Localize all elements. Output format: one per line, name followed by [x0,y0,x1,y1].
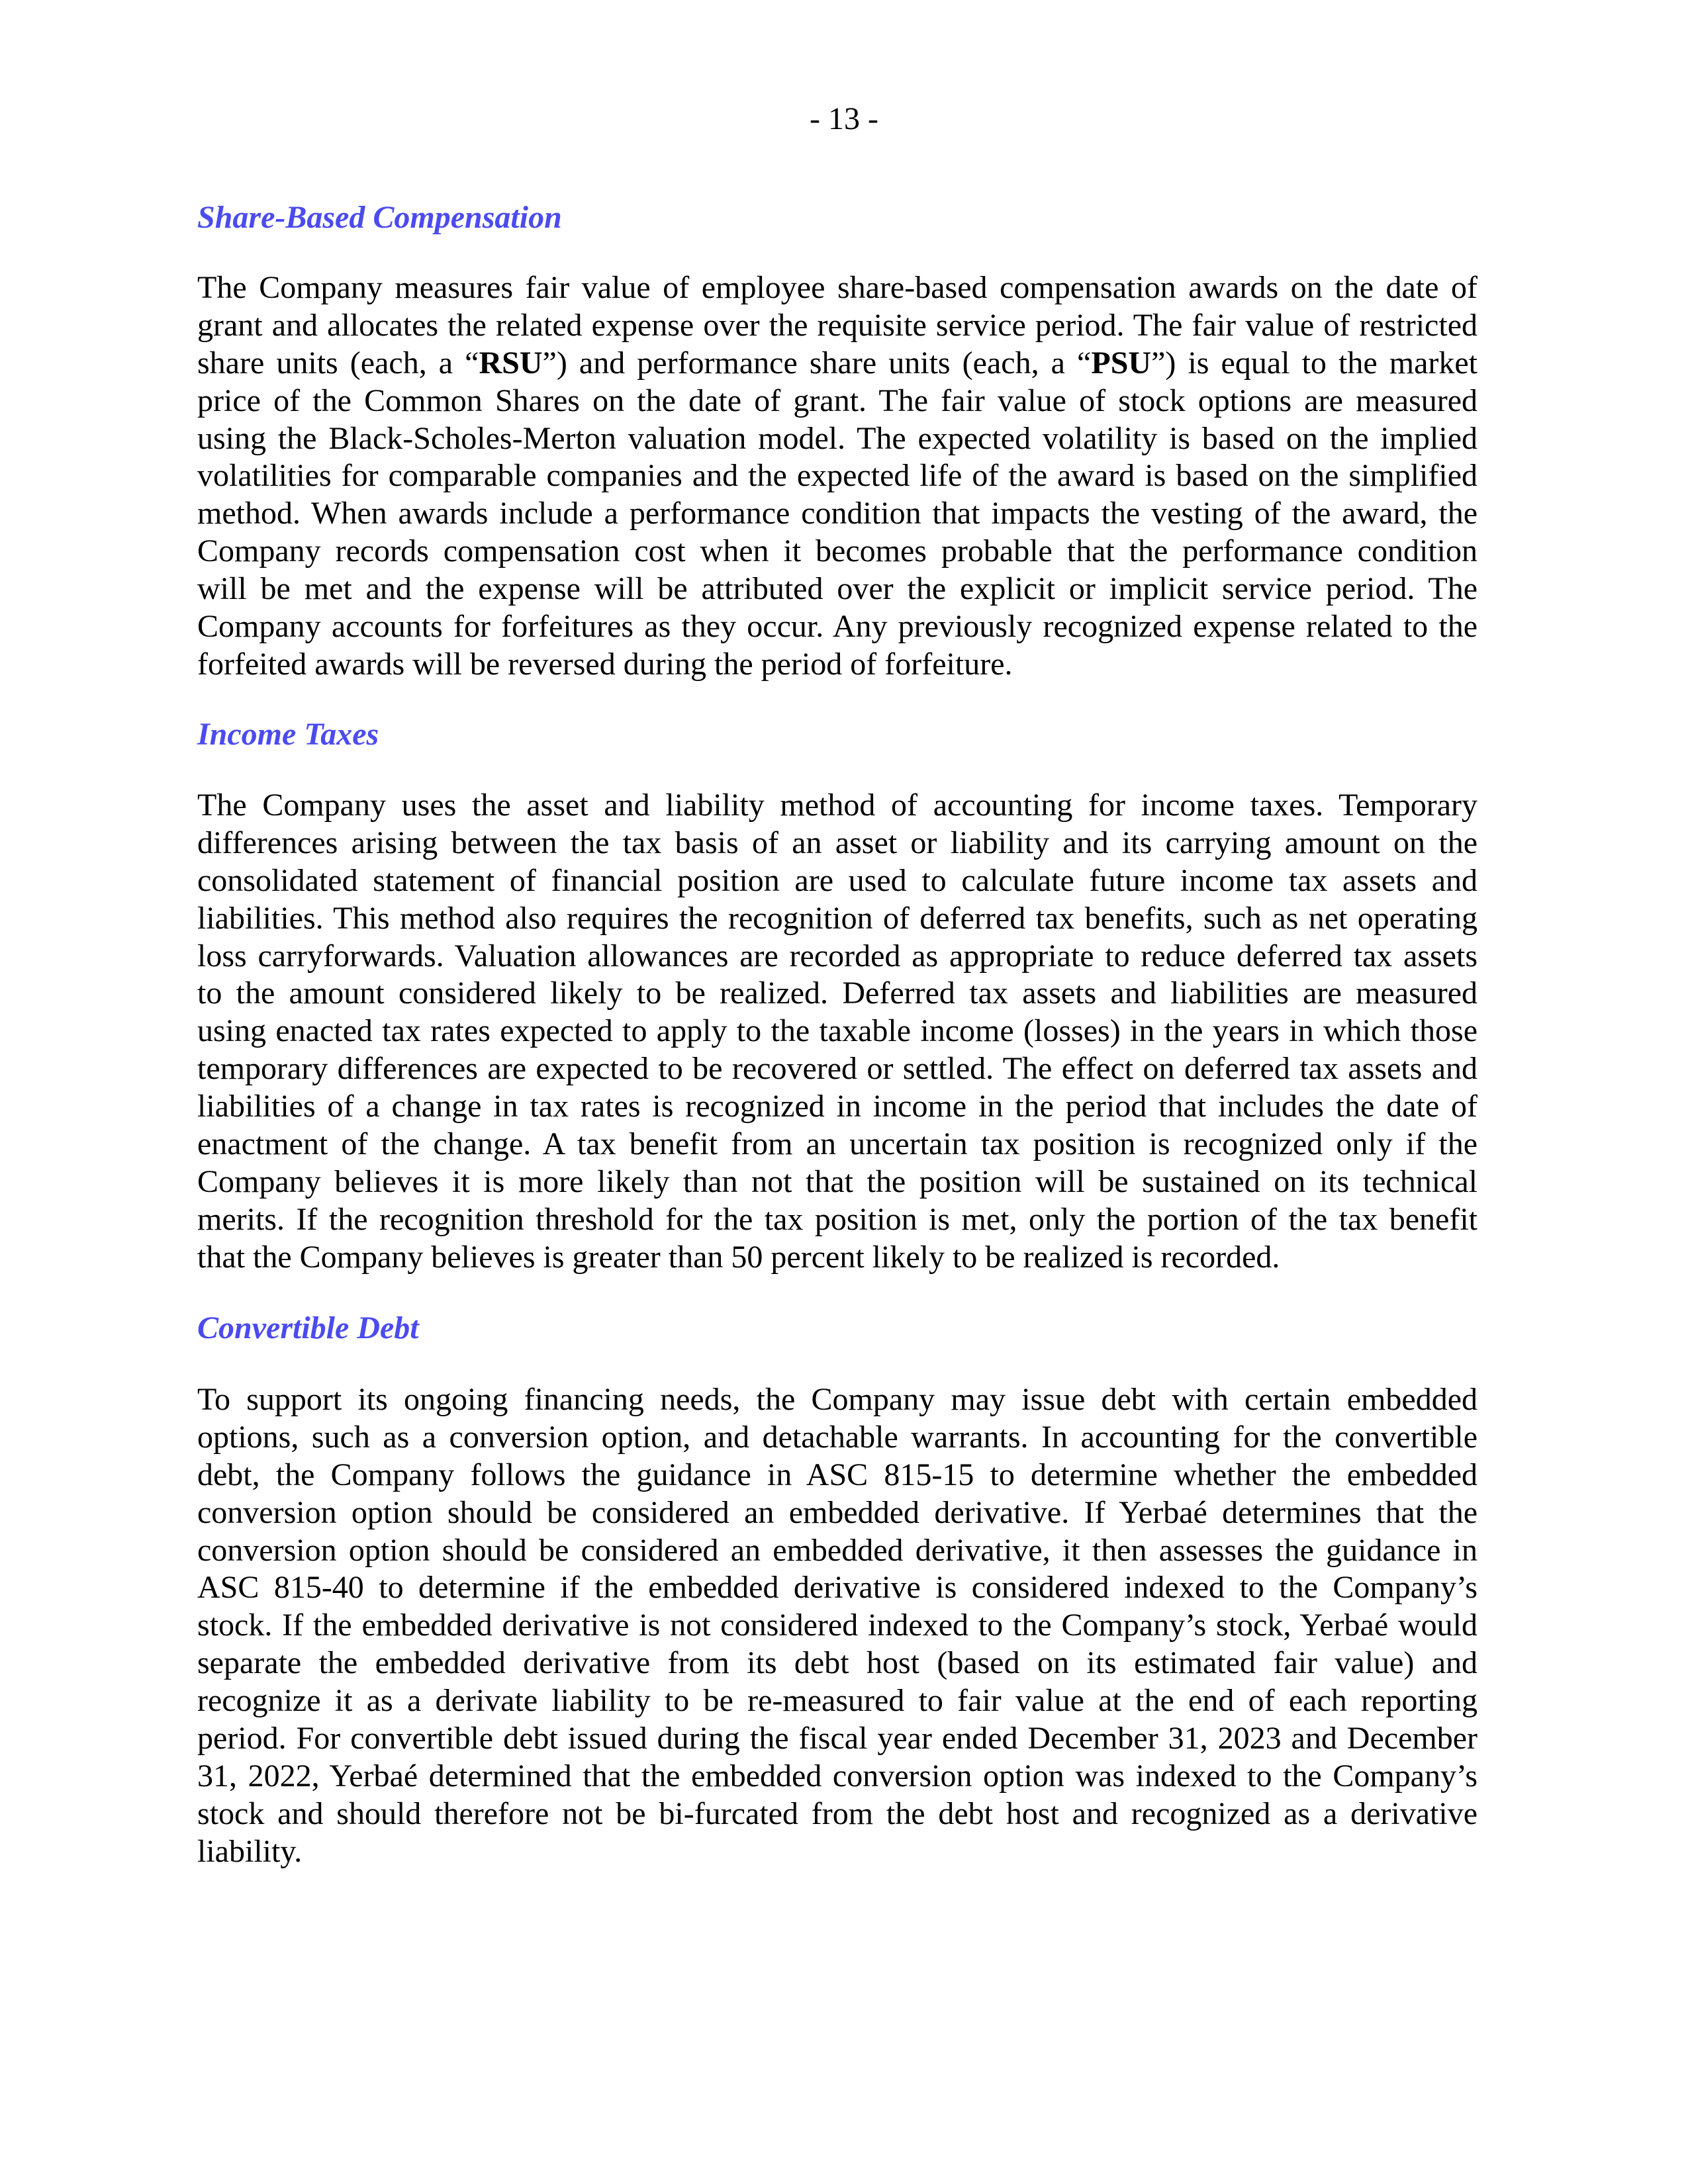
text-line: loss carryforwards. Valuation allowances are recorded as appropriate to reduce deferred tax assets [197,938,1477,974]
paragraph-income-taxes [197,787,1477,1277]
text-line: will be met and the expense will be attributed over the explicit or implicit service period. The [197,571,1477,607]
text-line: ASC 815-40 to determine if the embedded derivative is considered indexed to the Company’s [197,1570,1477,1606]
text-line: using the Black-Scholes-Merton valuation model. The expected volatility is based on the implied [197,420,1477,456]
text-line: To support its ongoing financing needs, the Company may issue debt with certain embedded [197,1382,1477,1417]
text-line: Company records compensation cost when it becomes probable that the performance condition [197,533,1477,569]
text-line [197,345,1477,383]
text-line: stock. If the embedded derivative is not considered indexed to the Company’s stock, Yerbaé would [197,1608,1477,1643]
text-line: liabilities of a change in tax rates is recognized in income in the period that includes the date of [197,1089,1477,1124]
text-line: volatilities for comparable companies and the expected life of the award is based on the simplified [197,458,1477,494]
text-line: recognize it as a derivate liability to be re-measured to fair value at the end of each reporting [197,1683,1477,1719]
text-line: period. For convertible debt issued during the fiscal year ended December 31, 2023 and December [197,1721,1477,1756]
text-line: temporary differences are expected to be recovered or settled. The effect on deferred tax assets and [197,1051,1477,1087]
text-line: grant and allocates the related expense over the requisite service period. The fair value of restricted [197,307,1477,343]
section-heading-income-taxes: Income Taxes [197,717,379,752]
text-line: enactment of the change. A tax benefit from an uncertain tax position is recognized only if the [197,1126,1477,1162]
text-line: differences arising between the tax basis of an asset or liability and its carrying amount on the [197,825,1477,860]
text-line: The Company uses the asset and liability method of accounting for income taxes. Temporary [197,788,1477,823]
text-line: conversion option should be considered an embedded derivative. If Yerbaé determines that the [197,1494,1477,1530]
text-line: forfeited awards will be reversed during the period of forfeiture. [197,646,1013,682]
text-line: Company accounts for forfeitures as they occur. Any previously recognized expense related to the [197,609,1477,645]
text-line: using enacted tax rates expected to apply to the taxable income (losses) in the years in which those [197,1013,1477,1049]
text-line: options, such as a conversion option, and detachable warrants. In accounting for the convertible [197,1419,1477,1455]
text-line: to the amount considered likely to be realized. Deferred tax assets and liabilities are measured [197,976,1477,1011]
text-line: merits. If the recognition threshold for the tax position is met, only the portion of the tax benefit [197,1201,1477,1237]
text-line: The Company measures fair value of employee share-based compensation awards on the date of [197,270,1477,305]
section-heading-convertible-debt: Convertible Debt [197,1310,419,1345]
text-segment: ”) is equal to the market [1151,345,1477,381]
paragraph-convertible-debt [197,1381,1477,1871]
text-segment: share units (each, a “ [197,345,479,381]
text-line: separate the embedded derivative from its debt host (based on its estimated fair value) and [197,1645,1477,1681]
text-line: price of the Common Shares on the date of grant. The fair value of stock options are measured [197,383,1477,418]
text-line: conversion option should be considered an embedded derivative, it then assesses the guidance in [197,1532,1477,1568]
defined-term: RSU [479,345,543,381]
text-line: liability. [197,1833,303,1869]
text-line: consolidated statement of financial position are used to calculate future income tax assets and [197,862,1477,898]
defined-term: PSU [1091,345,1152,381]
text-line: that the Company believes is greater than 50 percent likely to be realized is recorded. [197,1239,1280,1275]
text-segment: ”) and performance share units (each, a “ [542,345,1092,381]
text-line: method. When awards include a performance condition that impacts the vesting of the award, the [197,496,1477,531]
text-line: debt, the Company follows the guidance in ASC 815-15 to determine whether the embedded [197,1457,1477,1492]
paragraph-share-based-compensation [197,269,1477,684]
text-line: 31, 2022, Yerbaé determined that the embedded conversion option was indexed to the Company’s [197,1758,1477,1794]
text-line: Company believes it is more likely than not that the position will be sustained on its technical [197,1163,1477,1199]
page-number: - 13 - [810,101,878,136]
text-line: liabilities. This method also requires the recognition of deferred tax benefits, such as net operating [197,900,1477,936]
section-heading-share-based-compensation: Share-Based Compensation [197,200,562,235]
text-line: stock and should therefore not be bi-furcated from the debt host and recognized as a derivative [197,1796,1477,1831]
